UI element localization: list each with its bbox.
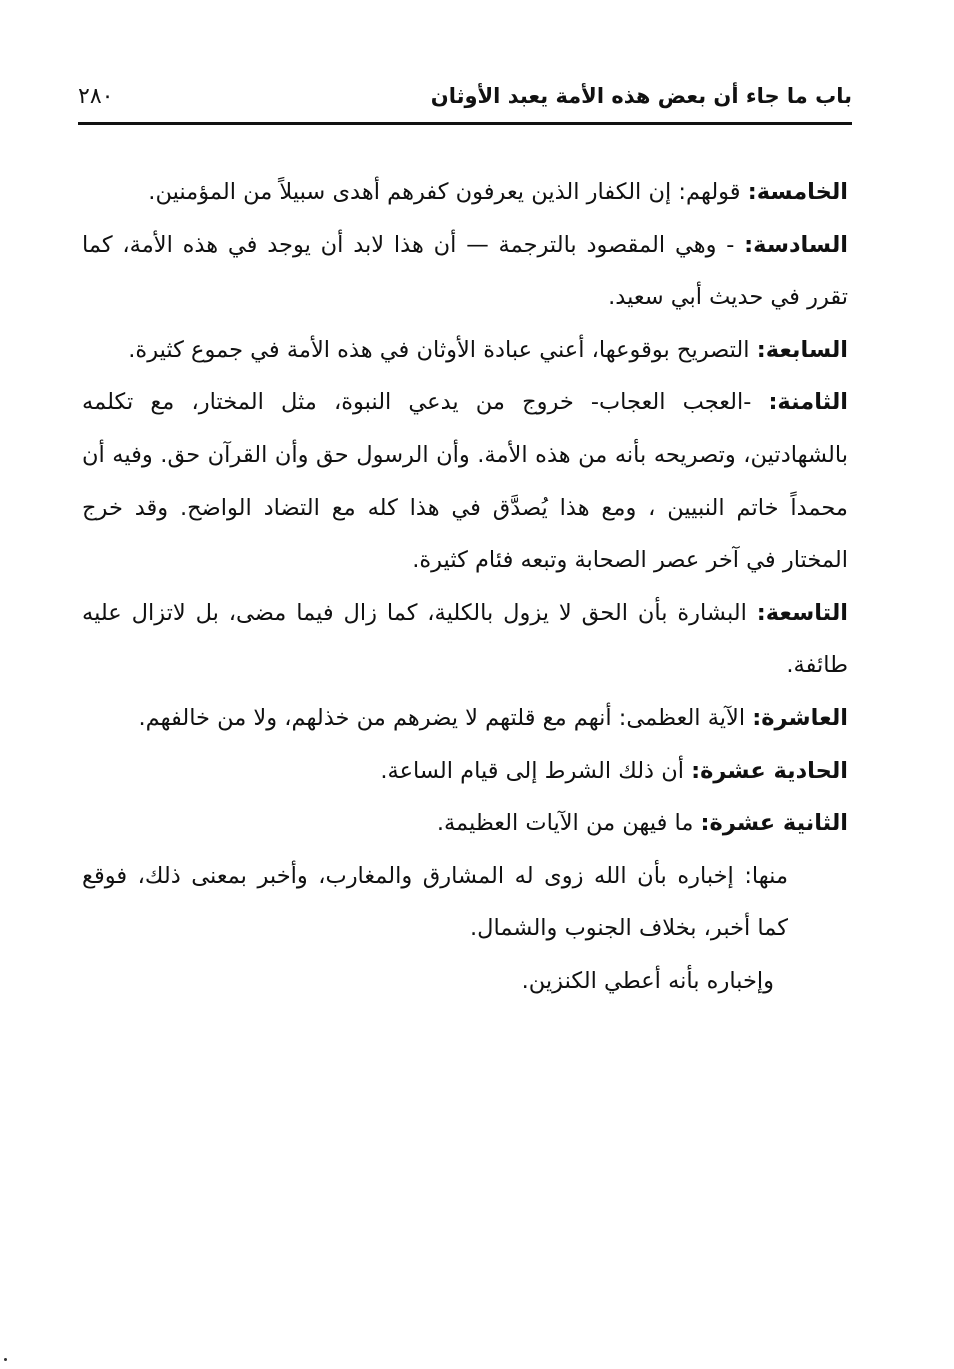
paragraph-body: التصريح بوقوعها، أعني عبادة الأوثان في هذه الأمة في جموع كثيرة. (128, 336, 757, 363)
paragraph-signs (82, 850, 848, 955)
paragraph-lead: العاشرة: (752, 704, 848, 731)
running-title: باب ما جاء أن بعض هذه الأمة يعبد الأوثان (430, 84, 852, 108)
paragraph-fifth (82, 166, 848, 219)
paragraph-body: ما فيهن من الآيات العظيمة. (436, 810, 701, 837)
paragraph-twelfth (82, 797, 848, 850)
paragraph-eighth (82, 376, 848, 586)
paragraph-lead: الحادية عشرة: (691, 757, 848, 784)
page-number: ٢٨٠ (78, 84, 114, 109)
header-rule (78, 122, 852, 125)
scan-speck (4, 1358, 7, 1361)
paragraph-lead: السادسة: (744, 231, 848, 258)
page-header (78, 78, 852, 122)
paragraph-lead: الثامنة: (768, 389, 848, 416)
paragraph-eleventh (82, 745, 848, 798)
paragraph-body: أن ذلك الشرط إلى قيام الساعة. (380, 757, 692, 784)
paragraph-body: - وهي المقصود بالترجمة — أن هذا لابد أن يوجد في هذه الأمة، كما تقرر في حديث أبي سعيد. (82, 231, 848, 311)
paragraph-lead: التاسعة: (756, 599, 848, 626)
paragraph-seventh (82, 324, 848, 377)
paragraph-lead: الثانية عشرة: (700, 810, 848, 837)
paragraph-ninth (82, 587, 848, 692)
paragraph-body: الآية العظمى: أنهم مع قلتهم لا يضرهم من خذلهم، ولا من خالفهم. (138, 704, 753, 731)
paragraph-body: منها: إخباره بأن الله زوى له المشارق والمغارب، وأخبر بمعنى ذلك، فوقع كما أخبر، بخلاف الجنوب والشمال. (82, 862, 788, 942)
paragraph-body: وإخباره بأنه أعطي الكنزين. (521, 967, 774, 994)
paragraph-body: البشارة بأن الحق لا يزول بالكلية، كما زال فيما مضى، بل لاتزال عليه طائفة. (82, 599, 848, 679)
paragraph-lead: الخامسة: (747, 179, 848, 205)
paragraph-treasures (82, 955, 848, 1008)
paragraph-body: -العجب العجاب- خروج من يدعي النبوة، مثل المختار، مع تكلمه بالشهادتين، وتصريحه بأنه من هذه الأمة. وأن الرسول حق وأن القرآن حق. وفيه أن محمداً خاتم النبيين ، ومع هذا يُصدَّق في هذا كله مع التضاد الواضح. وقد خرج المختار في آخر عصر الصحابة وتبعه فئام كثيرة. (82, 389, 848, 574)
paragraph-lead: السابعة: (756, 336, 848, 363)
paragraph-body: قولهم: إن الكفار الذين يعرفون كفرهم أهدى سبيلاً من المؤمنين. (148, 179, 748, 205)
main-text (82, 166, 848, 1008)
paragraph-sixth (82, 219, 848, 324)
paragraph-tenth (82, 692, 848, 745)
